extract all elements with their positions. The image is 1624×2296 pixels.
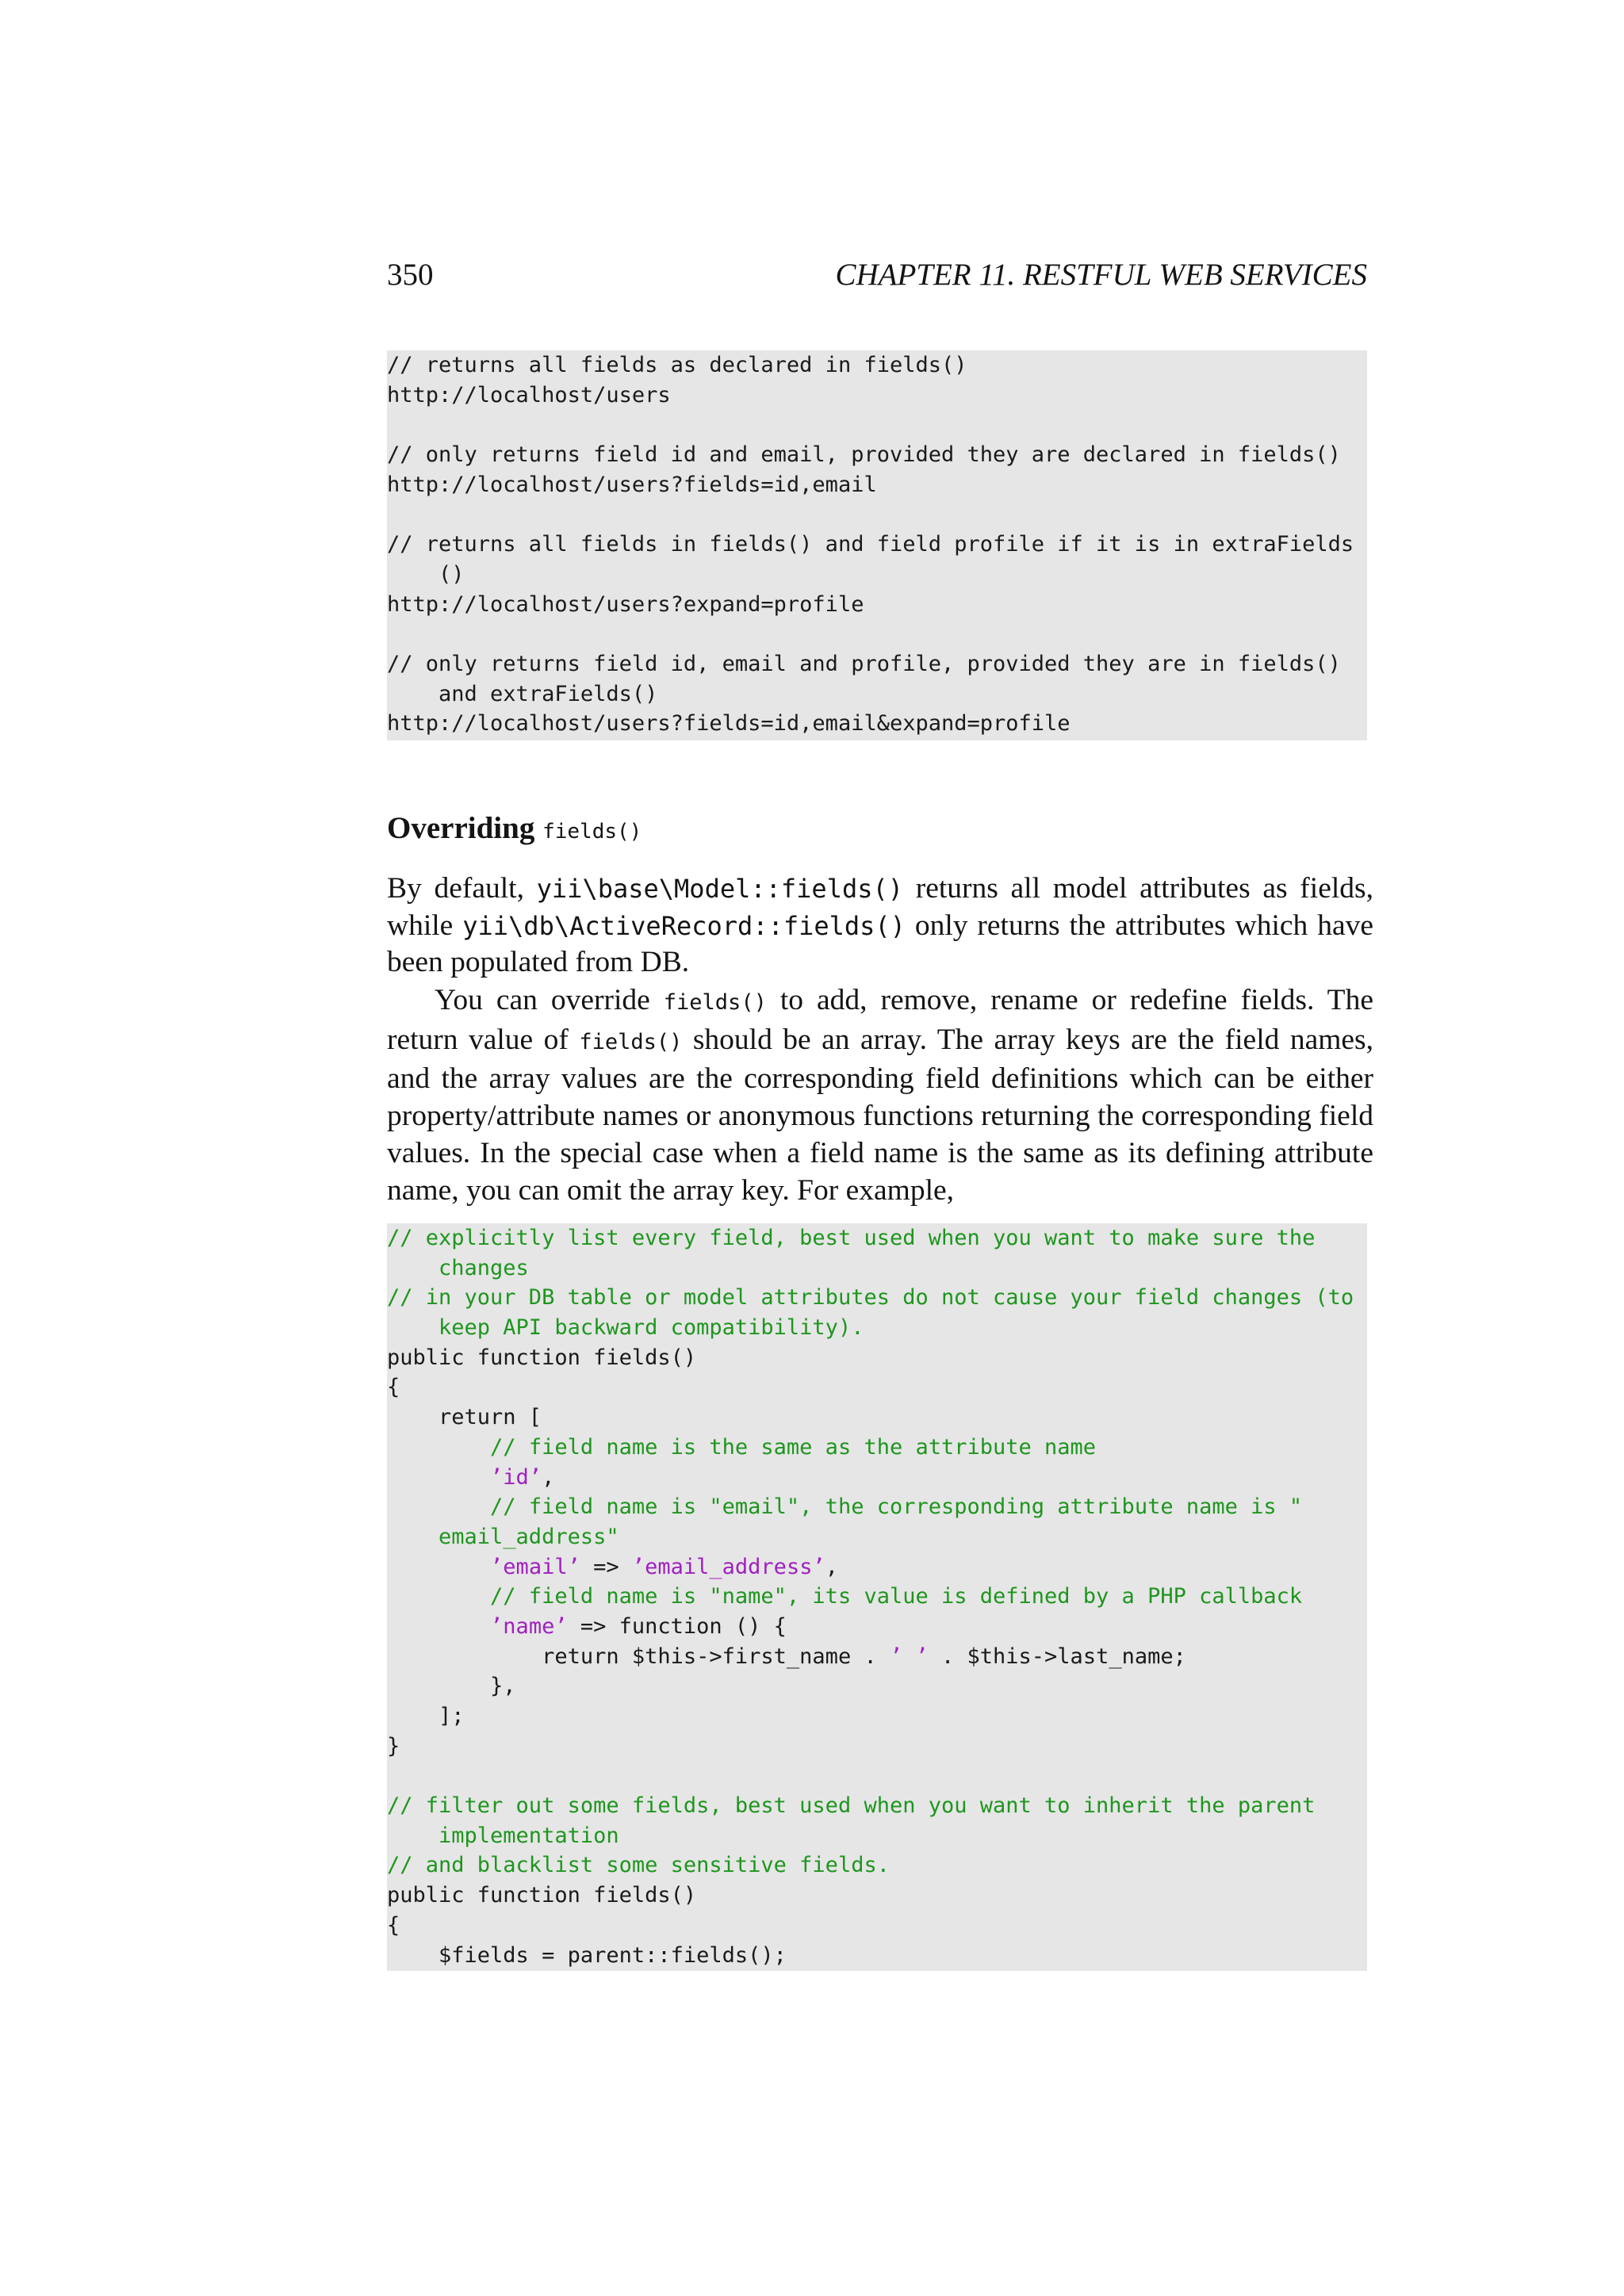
para1-code-2: yii\db\ActiveRecord::fields() bbox=[462, 910, 906, 941]
code-line bbox=[387, 1223, 1367, 1253]
code-indent bbox=[387, 1494, 490, 1519]
code-line bbox=[387, 1552, 1367, 1582]
code-line bbox=[387, 1761, 1367, 1791]
page-header bbox=[387, 255, 1367, 295]
code-text: , bbox=[542, 1464, 555, 1490]
code-block-urls bbox=[387, 350, 1367, 740]
code-comment: // filter out some fields, best used when you want to inherit the parent bbox=[387, 1793, 1316, 1819]
code-line: ]; bbox=[387, 1704, 465, 1728]
code-line bbox=[387, 1313, 1367, 1343]
code-indent bbox=[387, 1614, 490, 1639]
code-comment: email_address" bbox=[387, 1524, 619, 1549]
code-comment: // field name is the same as the attribute name bbox=[490, 1434, 1097, 1460]
page-number: 350 bbox=[387, 258, 434, 292]
code-line bbox=[387, 1791, 1367, 1821]
code-line: // returns all fields in fields() and field profile if it is in extraFields bbox=[387, 532, 1354, 557]
running-head: CHAPTER 11. RESTFUL WEB SERVICES bbox=[835, 258, 1367, 292]
code-line: { bbox=[387, 1375, 400, 1400]
code-string: ’email’ bbox=[490, 1554, 580, 1579]
code-indent bbox=[387, 1555, 490, 1579]
code-line: public function fields() bbox=[387, 1345, 697, 1370]
code-string: ’name’ bbox=[490, 1613, 568, 1639]
section-heading-text: Overriding bbox=[387, 811, 535, 845]
para2-text-2: to add, remove, rename or redefine fields. The return value of bbox=[387, 984, 1373, 1056]
code-comment: changes bbox=[387, 1255, 529, 1280]
code-line bbox=[387, 1433, 1367, 1463]
code-line bbox=[387, 1253, 1367, 1284]
code-comment: implementation bbox=[387, 1823, 619, 1848]
code-line bbox=[387, 1850, 1367, 1881]
code-text: , bbox=[825, 1554, 838, 1579]
code-indent bbox=[387, 1584, 490, 1609]
code-comment: // explicitly list every field, best used when you want to make sure the bbox=[387, 1226, 1316, 1250]
code-string: ’ ’ bbox=[889, 1644, 929, 1669]
code-comment: // field name is "email", the corresponding attribute name is " bbox=[490, 1494, 1303, 1520]
para2-text-3: should be an array. The array keys are the field names, and the array values are the corresponding field definitions which can be either property/attribute names or anonymous functions returning the corresponding field values. In the special case when a field name is the same as its defining attribute name, you can omit the array key. For example, bbox=[387, 1023, 1373, 1207]
code-line bbox=[387, 1522, 1367, 1552]
code-line bbox=[387, 1283, 1367, 1313]
code-line: public function fields() bbox=[387, 1883, 697, 1908]
section-heading bbox=[387, 809, 642, 851]
code-text: => function () { bbox=[567, 1613, 787, 1639]
code-line bbox=[387, 1492, 1367, 1522]
code-line bbox=[387, 619, 1367, 649]
code-line: }, bbox=[387, 1674, 516, 1699]
para2-text-1: You can override bbox=[435, 984, 664, 1016]
code-line: and extraFields() bbox=[387, 681, 658, 706]
code-text: return $this->first_name . bbox=[387, 1644, 890, 1669]
para1-text-1: By default, bbox=[387, 872, 537, 905]
code-indent bbox=[387, 1435, 490, 1460]
code-line: () bbox=[387, 561, 465, 587]
code-line: http://localhost/users bbox=[387, 382, 671, 408]
code-line: // returns all fields as declared in fields() bbox=[387, 353, 967, 377]
para1-text-2: returns all model attributes as fields, while bbox=[387, 872, 1373, 942]
code-line bbox=[387, 1463, 1367, 1493]
code-block-fields-override bbox=[387, 1223, 1367, 1971]
code-text: => bbox=[580, 1554, 632, 1579]
code-line: http://localhost/users?fields=id,email bbox=[387, 472, 877, 497]
code-text: . $this->last_name; bbox=[928, 1644, 1186, 1669]
paragraph-override bbox=[387, 982, 1373, 1209]
code-comment: // in your DB table or model attributes do not cause your field changes (to bbox=[387, 1285, 1354, 1311]
code-line: // only returns field id, email and profile, provided they are in fields() bbox=[387, 651, 1341, 676]
code-line: } bbox=[387, 1733, 400, 1758]
code-line bbox=[387, 1612, 1367, 1642]
code-line bbox=[387, 499, 1367, 530]
para1-text-3: only returns the attributes which have been populated from DB. bbox=[387, 909, 1373, 979]
code-string: ’id’ bbox=[490, 1464, 542, 1490]
para2-code-2: fields() bbox=[579, 1029, 683, 1054]
code-line bbox=[387, 1821, 1367, 1851]
para1-code-1: yii\base\Model::fields() bbox=[536, 874, 904, 904]
code-line bbox=[387, 1582, 1367, 1612]
code-indent bbox=[387, 1465, 490, 1490]
code-line: { bbox=[387, 1912, 400, 1938]
code-line bbox=[387, 410, 1367, 440]
code-line: return [ bbox=[387, 1405, 542, 1430]
code-line bbox=[387, 1642, 1367, 1672]
code-line: // only returns field id and email, provided they are declared in fields() bbox=[387, 442, 1341, 468]
code-line: http://localhost/users?fields=id,email&expand=profile bbox=[387, 711, 1071, 737]
code-comment: // field name is "name", its value is defined by a PHP callback bbox=[490, 1584, 1303, 1609]
para2-code-1: fields() bbox=[663, 990, 767, 1015]
paragraph-defaults bbox=[387, 871, 1373, 982]
section-heading-code: fields() bbox=[542, 820, 642, 844]
code-comment: // and blacklist some sensitive fields. bbox=[387, 1853, 890, 1878]
code-string: ’email_address’ bbox=[631, 1554, 825, 1579]
code-line: http://localhost/users?expand=profile bbox=[387, 591, 864, 617]
code-line: $fields = parent::fields(); bbox=[387, 1942, 787, 1968]
code-comment: keep API backward compatibility). bbox=[387, 1315, 864, 1341]
